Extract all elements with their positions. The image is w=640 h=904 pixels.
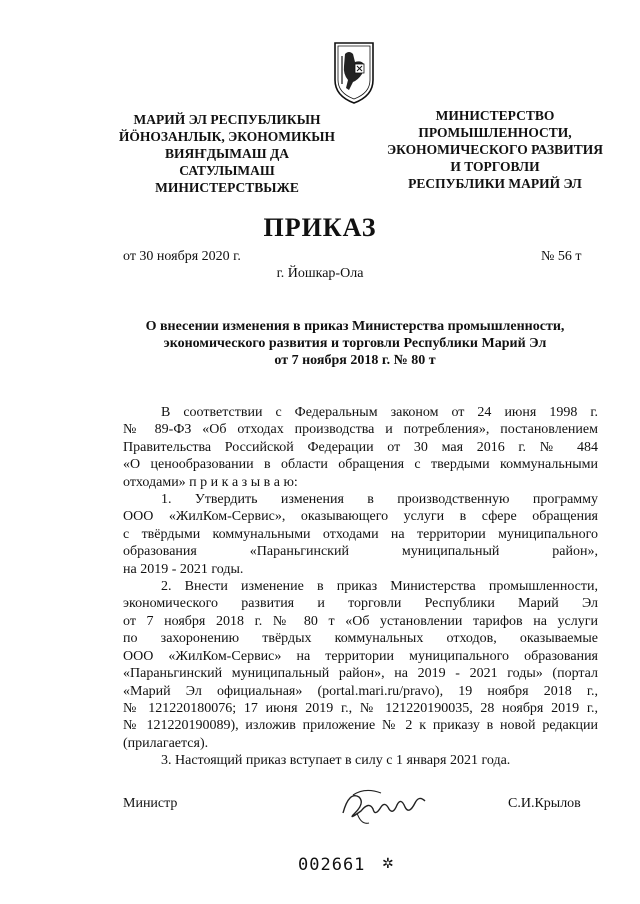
header-left-ministry-mari <box>112 111 342 196</box>
body-line: (прилагается). <box>123 735 209 751</box>
body-line: на 2019 - 2021 годы. <box>123 561 244 577</box>
document-body <box>123 404 598 770</box>
header-left-line: ВИЯҤДЫМАШ ДА <box>165 146 289 161</box>
handwritten-signature <box>335 783 435 829</box>
body-line: отходами» п р и к а з ы в а ю: <box>123 474 298 490</box>
header-left-line: ЙӦНОЗАНЛЫК, ЭКОНОМИКЫН <box>118 129 336 144</box>
body-line: № 121220180076; 17 июня 2019 г., № 121220190035, 28 ноября 2019 г., <box>123 700 598 716</box>
subject-line: О внесении изменения в приказ Министерства промышленности, <box>145 319 565 334</box>
body-line: 2. Внести изменение в приказ Министерства промышленности, <box>161 579 598 595</box>
document-title: ПРИКАЗ <box>263 213 377 242</box>
body-line: № 121220190089), изложив приложение № 2 к приказу в новой редакции <box>123 718 598 734</box>
body-line: ООО «ЖилКом-Сервис» на территории муниципального образования <box>123 648 598 664</box>
serial-star-mark-icon: ✲ <box>382 856 394 872</box>
document-number: № 56 т <box>541 249 582 264</box>
header-right-line: И ТОРГОВЛИ <box>450 159 540 174</box>
header-right-line: ЭКОНОМИЧЕСКОГО РАЗВИТИЯ <box>387 142 603 157</box>
header-right-ministry-russian <box>375 107 615 192</box>
subject-line: экономического развития и торговли Республики Марий Эл <box>163 336 547 351</box>
body-line: 3. Настоящий приказ вступает в силу с 1 января 2021 года. <box>161 753 511 769</box>
body-line: 1. Утвердить изменения в производственную программу <box>161 492 598 508</box>
body-line: «О ценообразовании в области обращения с твердыми коммунальными <box>123 457 598 473</box>
body-line: экономического развития и торговли Республики Марий Эл <box>123 596 598 612</box>
body-line: Правительства Российской Федерации от 30 мая 2016 г. № 484 <box>123 439 598 455</box>
body-line: «Марий Эл официальная» (portal.mari.ru/pravo), 19 ноября 2018 г., <box>123 683 598 699</box>
header-right-line: ПРОМЫШЛЕННОСТИ, <box>418 125 572 140</box>
header-left-line: САТУЛЫМАШ <box>179 163 275 178</box>
coat-of-arms-icon <box>331 40 377 106</box>
body-line: «Параньгинский муниципальный район», на 2019 - 2021 годы» (портал <box>123 666 598 682</box>
body-line: № 89-ФЗ «Об отходах производства и потребления», постановлением <box>123 422 598 438</box>
body-line: В соответствии с Федеральным законом от 24 июня 1998 г. <box>161 405 598 420</box>
header-left-line: МИНИСТЕРСТВЫЖЕ <box>155 180 299 195</box>
signer-role: Министр <box>123 796 178 811</box>
body-line: по захоронению твёрдых коммунальных отходов, оказываемые <box>123 631 598 647</box>
body-line: от 7 ноября 2018 г. № 80 т «Об установлении тарифов на услуги <box>123 613 598 629</box>
header-left-line: МАРИЙ ЭЛ РЕСПУБЛИКЫН <box>133 112 321 127</box>
header-right-line: РЕСПУБЛИКИ МАРИЙ ЭЛ <box>408 176 582 191</box>
body-line: ООО «ЖилКом-Сервис», оказывающего услуги в сфере обращения <box>123 509 598 525</box>
serial-number: 002661 <box>298 855 366 875</box>
document-subject <box>110 318 600 369</box>
signer-name: С.И.Крылов <box>508 796 581 811</box>
body-line: с твёрдыми коммунальными отходами на территории муниципального <box>123 526 598 542</box>
document-date: от 30 ноября 2020 г. <box>123 249 241 264</box>
header-right-line: МИНИСТЕРСТВО <box>435 108 555 123</box>
body-line: образования «Параньгинский муниципальный район», <box>123 544 598 560</box>
subject-line: от 7 ноября 2018 г. № 80 т <box>274 353 436 368</box>
document-city: г. Йошкар-Ола <box>276 266 364 281</box>
